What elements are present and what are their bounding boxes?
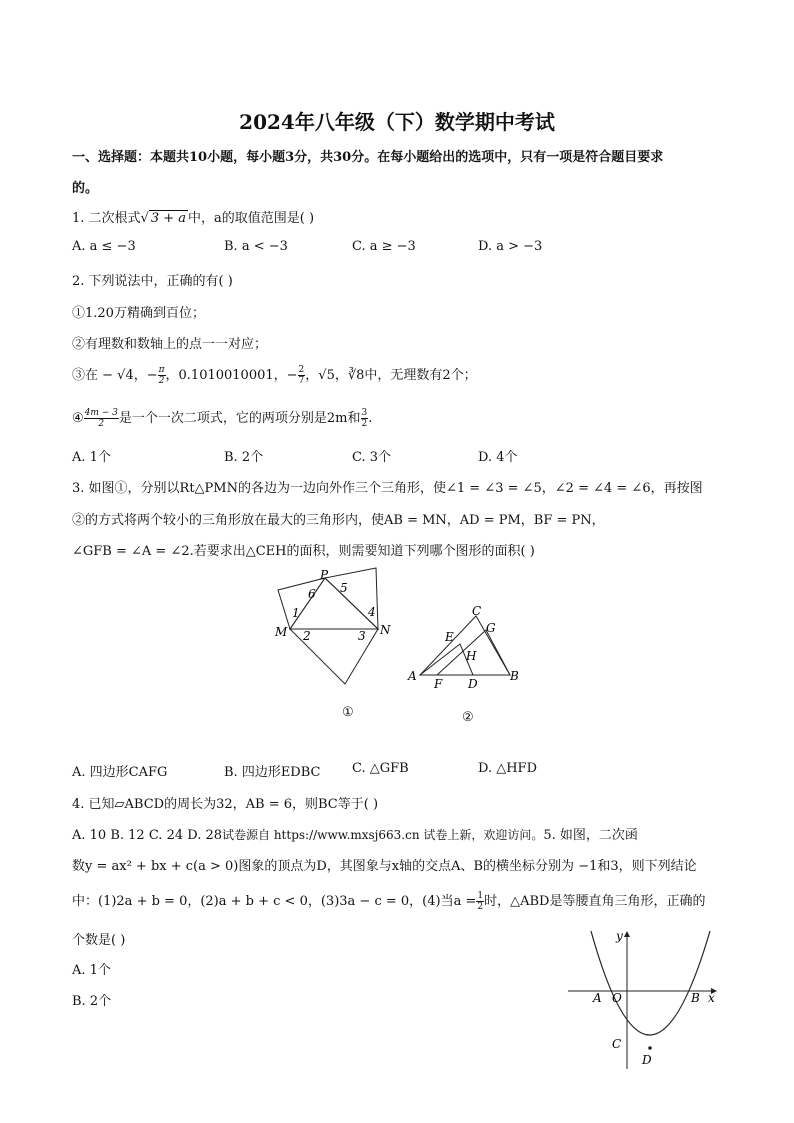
fig1-label-5: 5	[340, 581, 348, 595]
q2-statement-2: ②有理数和数轴上的点一一对应；	[72, 337, 268, 352]
source-note: 试卷源自 https://www.mxsj663.cn 试卷上新，欢迎访问。	[222, 828, 544, 842]
q3-option-b: B. 四边形EDBC	[224, 765, 321, 780]
graph-label-b: B	[691, 991, 700, 1005]
q1-option-a: A. a ≤ −3	[72, 239, 136, 254]
fig1-label-n: N	[380, 623, 391, 637]
parabola-curve	[591, 931, 710, 1035]
graph-label-a: A	[593, 991, 602, 1005]
frac-den: 2	[477, 902, 484, 912]
q3-line-2: ②的方式将两个较小的三角形放在最大的三角形内，使AB = MN，AD = PM，BF = PN，	[72, 513, 605, 528]
frac-num: 3	[361, 408, 368, 418]
fig1-triangle-pmn	[290, 578, 378, 629]
fig1-triangle-on-pn	[325, 568, 378, 629]
q1-option-c: C. a ≥ −3	[352, 239, 416, 254]
figure-1-triangles	[268, 564, 391, 688]
vertex-point	[648, 1046, 652, 1050]
q5-option-a: A. 1个	[72, 963, 111, 978]
q4-options: A. 10 B. 12 C. 24 D. 28	[72, 828, 223, 843]
fig1-caption: ①	[342, 705, 354, 720]
q4-stem: 4. 已知▱ABCD的周长为32，AB = 6，则BC等于( )	[72, 797, 379, 812]
q1-stem-pre: 1. 二次根式	[72, 211, 141, 226]
page-title: 2024年八年级（下）数学期中考试	[239, 110, 555, 134]
frac-den: 2	[361, 419, 368, 429]
q2-s4-mid: 是一个一次二项式，它的两项分别是2m和	[118, 411, 361, 426]
fig2-label-f: F	[434, 677, 443, 691]
section-heading-line2: 的。	[72, 181, 99, 196]
question-2-stem: 2. 下列说法中，正确的有( )	[72, 274, 233, 289]
q2-statement-3	[72, 364, 477, 386]
fig1-label-4: 4	[368, 605, 376, 619]
q1-option-d: D. a > −3	[478, 239, 543, 254]
q2-s3-mid: ，0.1010010001，−	[165, 368, 298, 383]
q2-option-a: A. 1个	[72, 450, 111, 465]
fig2-label-h: H	[466, 649, 477, 663]
fig2-label-e: E	[445, 630, 454, 644]
q5-line-3	[72, 890, 705, 912]
q4-options-line	[72, 824, 638, 843]
frac-den: 2	[158, 376, 165, 386]
q2-s3-post: ，√5，∛8中，无理数有2个；	[305, 368, 477, 383]
q5-line-4: 个数是( )	[72, 933, 126, 948]
q2-statement-4	[72, 407, 372, 429]
q3-option-a: A. 四边形CAFG	[72, 765, 168, 780]
fig1-label-m: M	[275, 625, 288, 639]
q5-lead: 5. 如图，二次函	[543, 828, 638, 843]
q3-option-c: C. △GFB	[352, 761, 409, 776]
fig1-label-6: 6	[308, 587, 316, 601]
q3-line-1: 3. 如图①，分别以Rt△PMN的各边为一边向外作三个三角形，使∠1 = ∠3 = ∠5，∠2 = ∠4 = ∠6，再按图	[72, 481, 703, 496]
graph-label-x: x	[708, 991, 715, 1005]
section-heading-line1: 一、选择题：本题共10小题，每小题3分，共30分。在每小题给出的选项中，只有一项是符合题目要求	[72, 150, 664, 165]
q2-option-b: B. 2个	[224, 450, 264, 465]
q2-s4-post: .	[368, 411, 373, 426]
sqrt-sign: √	[140, 211, 149, 226]
figure-2-triangles	[402, 604, 522, 692]
fig2-label-d: D	[468, 677, 478, 691]
q3-option-d: D. △HFD	[478, 761, 538, 776]
fig2-label-g: G	[486, 621, 496, 635]
fig1-triangle-on-pm	[278, 578, 325, 629]
q2-s3-pre: ③在 − √4，−	[72, 368, 158, 383]
graph-label-y: y	[616, 929, 623, 943]
q5-line-2: 数y = ax² + bx + c(a > 0)图象的顶点为D，其图象与x轴的交点A、B的横坐标分别为 −1和3，则下列结论	[72, 859, 697, 874]
q1-option-b: B. a < −3	[224, 239, 288, 254]
q3-line-3: ∠GFB = ∠A = ∠2.若要求出△CEH的面积，则需要知道下列哪个图形的面积( )	[72, 544, 535, 559]
frac-num: π	[158, 365, 165, 375]
frac-num: 4m − 3	[84, 408, 118, 418]
fig2-label-b: B	[510, 669, 519, 683]
question-1-stem	[72, 207, 314, 226]
fig2-label-a: A	[408, 669, 417, 683]
q5-option-b: B. 2个	[72, 994, 112, 1009]
q2-option-c: C. 3个	[352, 450, 392, 465]
graph-label-o: O	[612, 991, 622, 1005]
one-half-fraction	[476, 891, 484, 912]
frac-num: 1	[477, 891, 484, 901]
q2-statement-1: ①1.20万精确到百位；	[72, 306, 205, 321]
graph-label-c: C	[612, 1037, 622, 1051]
frac-num: 2	[298, 365, 305, 375]
q2-s4-pre: ④	[72, 411, 84, 426]
graph-label-d: D	[642, 1053, 652, 1067]
parabola-graph	[566, 926, 726, 1072]
pi-over-2-fraction	[158, 365, 166, 386]
fig1-label-p: P	[320, 568, 329, 582]
fig1-label-2: 2	[303, 629, 311, 643]
fig2-label-c: C	[472, 604, 482, 618]
frac-den: 7	[298, 376, 305, 386]
q5-line3-pre: 中：(1)2a + b = 0，(2)a + b + c < 0，(3)3a − c = 0，(4)当a =	[72, 894, 477, 909]
q5-line3-post: 时，△ABD是等腰直角三角形，正确的	[484, 894, 706, 909]
expr-fraction	[84, 408, 119, 429]
frac-den: 2	[98, 419, 105, 429]
fig1-label-3: 3	[358, 629, 366, 643]
fig2-triangle-abc	[420, 616, 510, 675]
fig2-caption: ②	[462, 710, 474, 725]
q2-option-d: D. 4个	[478, 450, 518, 465]
q1-radicand: 3 + a	[150, 211, 187, 226]
q1-stem-post: 中，a的取值范围是( )	[188, 211, 315, 226]
fig1-label-1: 1	[292, 606, 300, 620]
